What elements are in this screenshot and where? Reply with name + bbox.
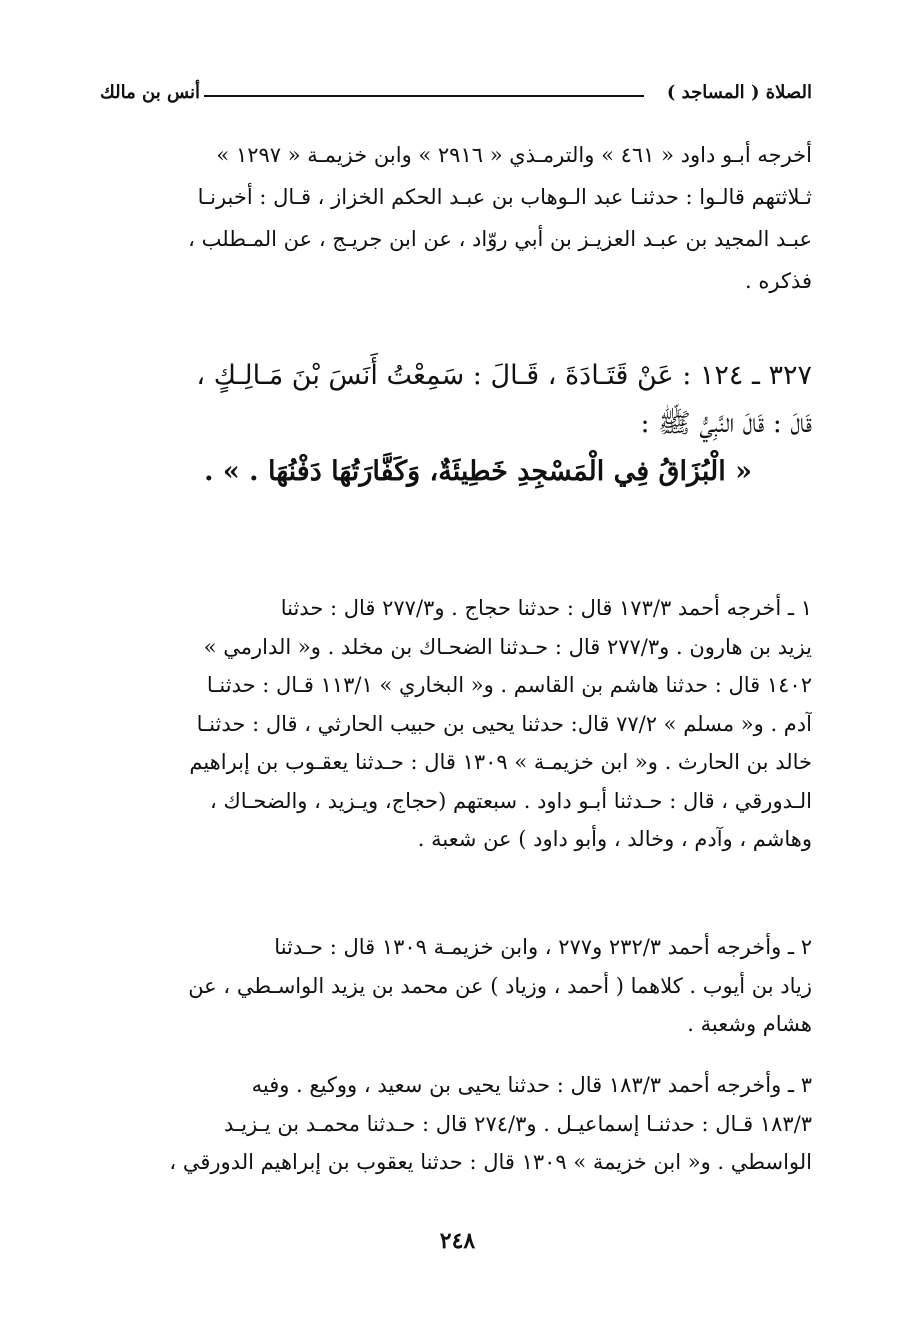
text-line: ١ ـ أخرجه أحمد ١٧٣/٣ قال : حدثنا حجاج . و٢٧٧/٣ قال : حدثنا	[280, 596, 812, 620]
hadith-attribution-line: قَالَ : قَالَ النَّبِيُّ ﷺ :	[640, 408, 812, 439]
header-rule	[204, 95, 644, 97]
hadith-isnad-line: ٣٢٧ ـ ١٢٤ : عَنْ قَتَـادَةَ ، قَـالَ : سَمِعْتُ أَنَسَ بْنَ مَـالِـكٍ ،	[196, 360, 812, 391]
text-line: ثـلاثتهم قالـوا : حدثنـا عبد الـوهاب بن عبـد الحكم الخزاز ، قـال : أخبرنـا	[197, 185, 812, 209]
footnote-3	[100, 1066, 812, 1182]
text-line: يزيد بن هارون . و٢٧٧/٣ قال : حـدثنا الضحـاك بن مخلد . و« الدارمي »	[203, 634, 812, 659]
text-line: فذكره .	[745, 269, 812, 293]
text-line: خالد بن الحارث . و« ابن خزيمـة » ١٣٠٩ قال : حـدثنا يعقـوب بن إبراهيم	[189, 750, 812, 774]
hadith-text	[100, 352, 812, 496]
running-header	[100, 82, 812, 114]
text-line: زياد بن أيوب . كلاهما ( أحمد ، وزياد ) عن محمد بن يزيد الواسـطي ، عن	[188, 973, 812, 998]
header-narrator: أنس بن مالك	[100, 82, 200, 103]
text-line: وهاشم ، وآدم ، وخالد ، وأبو داود ) عن شعبة .	[417, 827, 812, 851]
page-number: ٢٤٨	[439, 1228, 476, 1254]
header-section-title: الصلاة ( المساجد )	[666, 82, 812, 103]
text-line: الـدورقي ، قال : حـدثنا أبـو داود . سبعتهم (حجاج، ويـزيد ، والضحـاك ،	[210, 788, 812, 813]
text-line: عبـد المجيد بن عبـد العزيـز بن أبي روّاد ، عن ابن جريـج ، عن المـطلب ،	[188, 227, 812, 251]
footnote-1	[100, 589, 812, 859]
text-line: ١٨٣/٣ قـال : حدثنـا إسماعيـل . و٢٧٤/٣ قال : حـدثنا محمـد بن يـزيـد	[224, 1111, 812, 1136]
footnote-2	[100, 928, 812, 1044]
text-line: آدم . و« مسلم » ٧٧/٢ قال: حدثنا يحيى بن حبيب الحارثي ، قال : حدثنـا	[196, 711, 812, 736]
text-line: أخرجه أبـو داود « ٤٦١ » والترمـذي « ٢٩١٦ » وابن خزيمـة « ١٢٩٧ »	[216, 143, 812, 167]
text-line: هشام وشعبة .	[687, 1012, 812, 1036]
text-line: ٣ ـ وأخرجه أحمد ١٨٣/٣ قال : حدثنا يحيى بن سعيد ، ووكيع . وفيه	[251, 1073, 812, 1097]
intro-paragraph	[100, 134, 812, 302]
text-line: الواسطي . و« ابن خزيمة » ١٣٠٩ قال : حدثنا يعقوب بن إبراهيم الدورقي ،	[169, 1150, 812, 1174]
hadith-matn-line: « الْبُزَاقُ فِي الْمَسْجِدِ خَطِيئَةٌ، وَكَفَّارَتُهَا دَفْنُهَا . » .	[204, 456, 752, 487]
text-line: ٢ ـ وأخرجه أحمد ٢٣٢/٣ و٢٧٧ ، وابن خزيمـة ١٣٠٩ قال : حـدثنا	[274, 935, 812, 959]
text-line: ١٤٠٢ قال : حدثنا هاشم بن القاسم . و« البخاري » ١١٣/١ قـال : حدثنـا	[206, 673, 812, 697]
